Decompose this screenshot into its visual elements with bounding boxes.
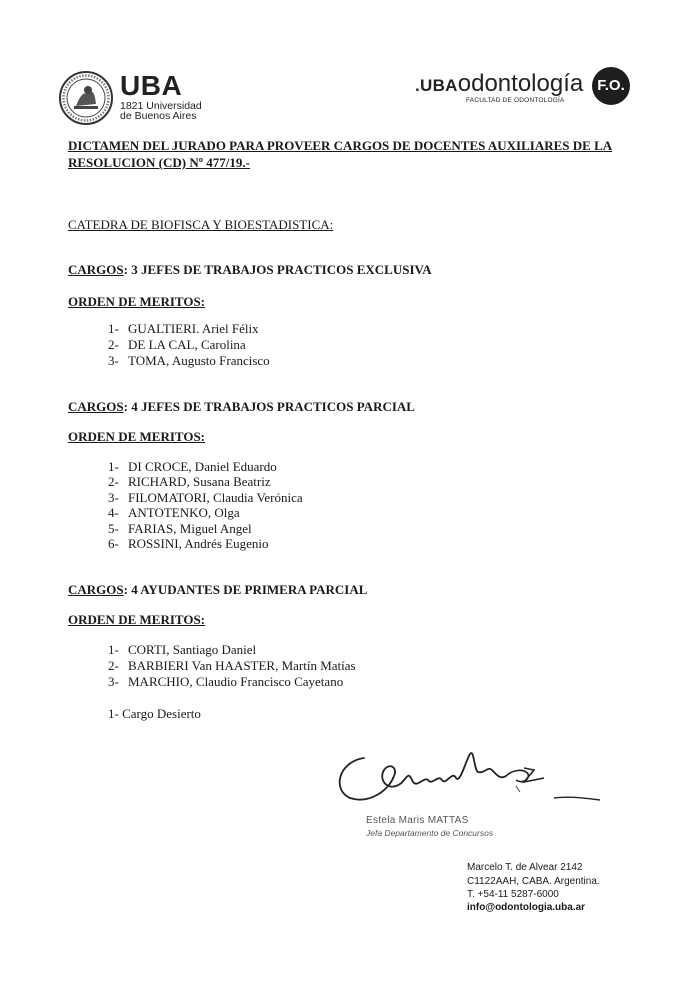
list-item: 1- DI CROCE, Daniel Eduardo bbox=[108, 459, 277, 474]
list-item: 3- MARCHIO, Claudio Francisco Cayetano bbox=[108, 674, 344, 689]
address-email: info@odontologia.uba.ar bbox=[467, 902, 586, 913]
cargos-label: CARGOS bbox=[68, 582, 124, 597]
odontologia-prefix: .UBA bbox=[415, 76, 458, 95]
facultad-label: FACULTAD DE ODONTOLOGÍA bbox=[466, 97, 565, 104]
orden-heading-3: ORDEN DE MERITOS: bbox=[68, 612, 206, 627]
list-item: 2- RICHARD, Susana Beatriz bbox=[108, 474, 271, 489]
handwritten-signature bbox=[328, 740, 608, 820]
cargo-text: : 4 JEFES DE TRABAJOS PRACTICOS PARCIAL bbox=[123, 399, 415, 414]
cargo-text: : 4 AYUDANTES DE PRIMERA PARCIAL bbox=[123, 582, 368, 597]
list-item: 2- BARBIERI Van HAASTER, Martín Matías bbox=[108, 658, 356, 673]
uba-odontologia-logo bbox=[415, 70, 583, 98]
list-item: 2- DE LA CAL, Carolina bbox=[108, 337, 246, 352]
fo-badge: F.O. bbox=[592, 67, 630, 105]
cargo-heading-2 bbox=[68, 399, 415, 415]
cargos-label: CARGOS bbox=[68, 399, 124, 414]
list-item: 6- ROSSINI, Andrés Eugenio bbox=[108, 536, 269, 551]
odontologia-word: odontología bbox=[457, 70, 584, 97]
document-title-line2: RESOLUCION (CD) Nº 477/19.- bbox=[68, 155, 250, 170]
catedra-heading: CATEDRA DE BIOFISCA Y BIOESTADISTICA: bbox=[68, 217, 334, 232]
signatory-role: Jefa Departamento de Concursos bbox=[366, 828, 494, 838]
address-line1: Marcelo T. de Alvear 2142 bbox=[467, 862, 583, 873]
list-item: 4- ANTOTENKO, Olga bbox=[108, 505, 240, 520]
list-item: 3- TOMA, Augusto Francisco bbox=[108, 353, 270, 368]
document-title-line1: DICTAMEN DEL JURADO PARA PROVEER CARGOS DE DOCENTES AUXILIARES DE LA bbox=[68, 138, 613, 153]
cargos-label: CARGOS bbox=[68, 262, 124, 277]
uba-line2: de Buenos Aires bbox=[120, 110, 197, 122]
orden-heading-2: ORDEN DE MERITOS: bbox=[68, 429, 206, 444]
orden-heading-1: ORDEN DE MERITOS: bbox=[68, 294, 206, 309]
list-item: 1- CORTI, Santiago Daniel bbox=[108, 642, 257, 657]
list-item: 1- GUALTIERI. Ariel Félix bbox=[108, 321, 259, 336]
list-item: 3- FILOMATORI, Claudia Verónica bbox=[108, 490, 303, 505]
cargo-text: : 3 JEFES DE TRABAJOS PRACTICOS EXCLUSIVA bbox=[123, 262, 432, 277]
uba-seal-logo bbox=[58, 70, 114, 126]
list-item: 5- FARIAS, Miguel Angel bbox=[108, 521, 252, 536]
signatory-name: Estela Maris MATTAS bbox=[366, 815, 469, 826]
uba-name: UBA bbox=[120, 70, 183, 101]
address-phone: T. +54-11 5287-6000 bbox=[467, 889, 559, 900]
uba-line1: 1821 Universidad bbox=[120, 100, 202, 112]
cargo-heading-1 bbox=[68, 262, 432, 278]
cargo-heading-3 bbox=[68, 582, 367, 598]
address-line2: C1122AAH, CABA. Argentina. bbox=[467, 876, 600, 887]
cargo-desierto: 1- Cargo Desierto bbox=[108, 706, 201, 721]
